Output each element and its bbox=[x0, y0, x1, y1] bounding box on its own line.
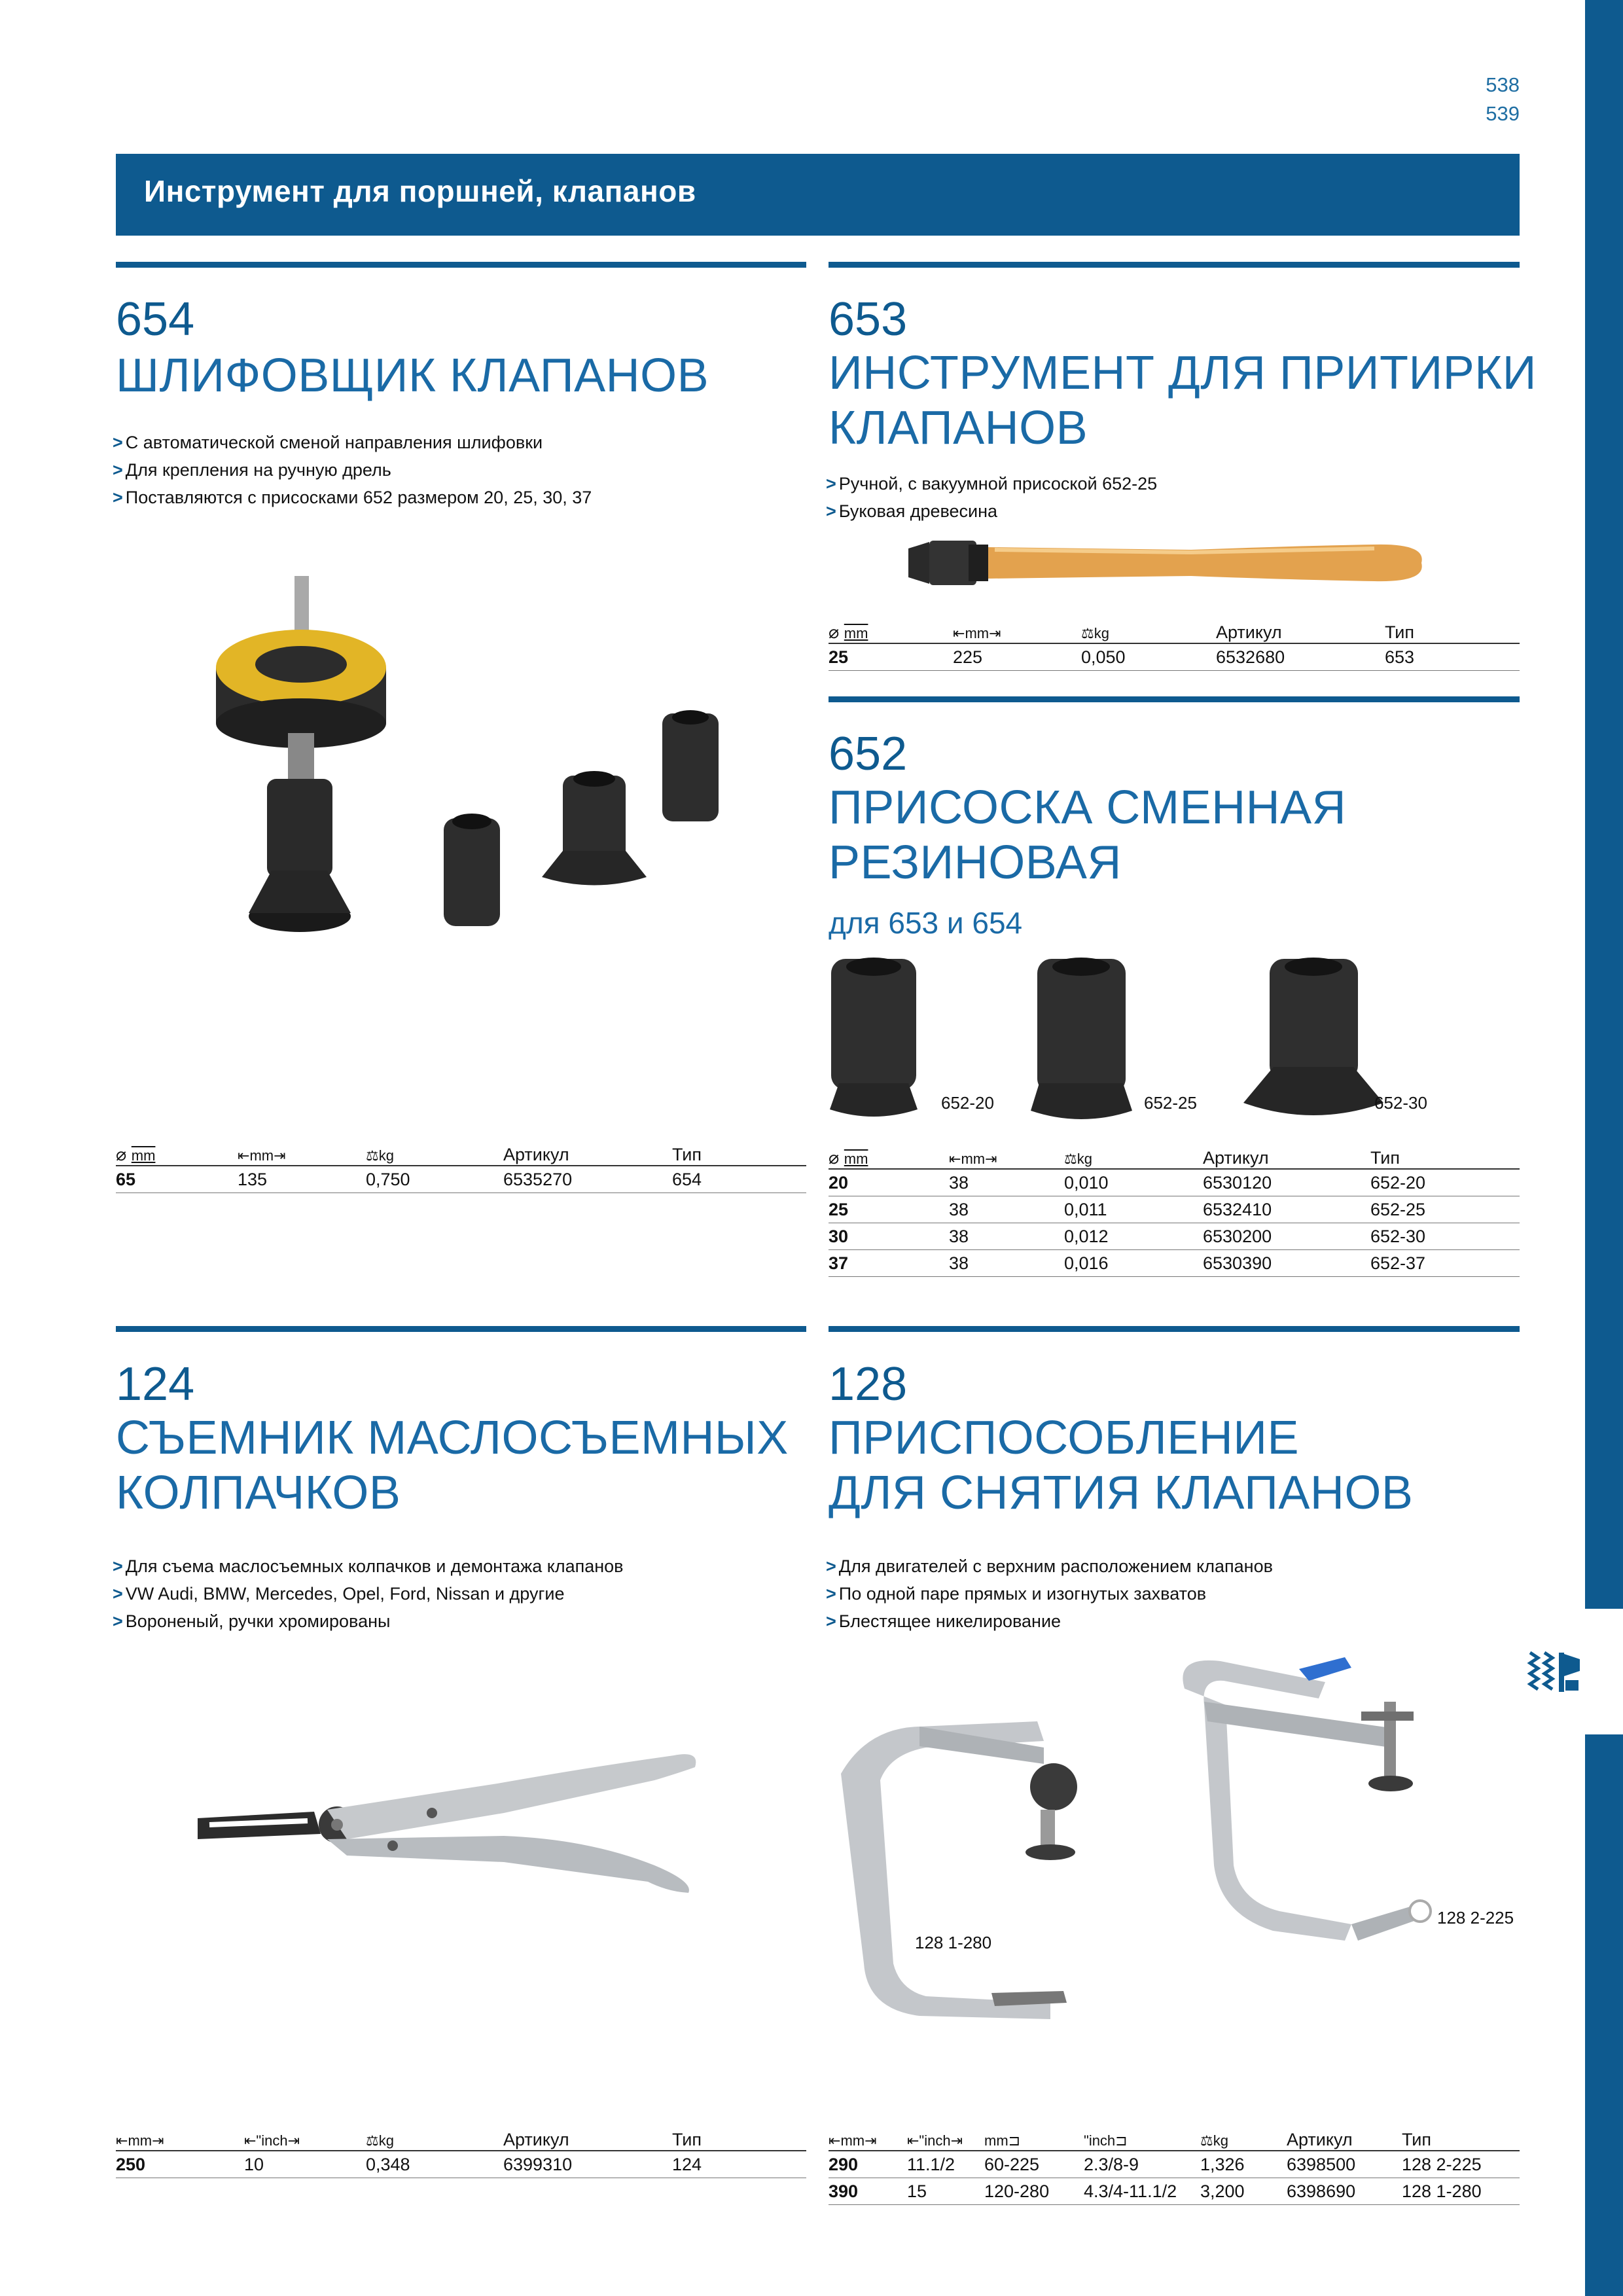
feature-item: > VW Audi, BMW, Mercedes, Opel, Ford, Nissan и другие bbox=[113, 1584, 565, 1604]
table-row bbox=[829, 1196, 1520, 1223]
length-mm-icon: ⇤ bbox=[829, 2132, 841, 2149]
table-header-row bbox=[116, 1139, 806, 1166]
table-cell: 0,016 bbox=[1064, 1250, 1203, 1277]
table-cell: 6530390 bbox=[1203, 1250, 1370, 1277]
product-title: СЪЕМНИК МАСЛОСЪЕМНЫХ КОЛПАЧКОВ bbox=[116, 1412, 789, 1519]
table-header-row bbox=[829, 1142, 1520, 1169]
column-header: ⇤mm⇥ bbox=[116, 2124, 244, 2151]
table-row bbox=[829, 1223, 1520, 1250]
feature-item: > По одной паре прямых и изогнутых захватов bbox=[826, 1584, 1207, 1604]
column-header: ⚖kg bbox=[366, 2124, 503, 2151]
column-header: Тип bbox=[1402, 2124, 1520, 2151]
section-header-title: Инструмент для поршней, клапанов bbox=[144, 174, 696, 208]
table-row bbox=[829, 643, 1520, 671]
table-cell: 128 2-225 bbox=[1402, 2151, 1520, 2178]
chevron-right-icon: > bbox=[826, 1584, 836, 1604]
chevron-right-icon: > bbox=[826, 501, 836, 521]
feature-item: > Для крепления на ручную дрель bbox=[113, 460, 391, 480]
table-cell: 128 1-280 bbox=[1402, 2178, 1520, 2205]
column-header: ⇤mm⇥ bbox=[953, 617, 1081, 643]
suction-cups-image bbox=[825, 952, 1453, 1129]
table-cell: 6398690 bbox=[1287, 2178, 1402, 2205]
length-inch-icon: ⇤" bbox=[244, 2132, 262, 2149]
valve-spring-compressor-image bbox=[828, 1649, 1522, 2029]
feature-item: > Блестящее никелирование bbox=[826, 1611, 1061, 1631]
table-cell: 290 bbox=[829, 2151, 907, 2178]
column-header: ⌀ mm bbox=[829, 617, 953, 643]
column-header: Тип bbox=[1370, 1142, 1520, 1169]
diameter-mm-icon: ⌀ bbox=[829, 622, 844, 642]
feature-item: > Для съема маслосъемных колпачков и демонтажа клапанов bbox=[113, 1556, 624, 1576]
length-mm-icon: ⇤ bbox=[949, 1151, 961, 1167]
product-number: 128 bbox=[829, 1358, 908, 1410]
valve-grinder-image bbox=[196, 563, 746, 936]
product-subtitle: для 653 и 654 bbox=[829, 906, 1023, 940]
feature-list bbox=[113, 429, 592, 511]
feature-item: > С автоматической сменой направления шлифовки bbox=[113, 433, 543, 452]
table-header-row bbox=[116, 2124, 806, 2151]
table-cell: 0,010 bbox=[1064, 1169, 1203, 1196]
table-cell: 135 bbox=[238, 1166, 366, 1193]
spec-table bbox=[829, 2124, 1520, 2205]
spec-table bbox=[829, 617, 1520, 671]
weight-kg-icon: ⚖ bbox=[1064, 1151, 1077, 1167]
table-cell: 60-225 bbox=[984, 2151, 1084, 2178]
spec-table bbox=[116, 1139, 806, 1193]
jaw-range-inch-icon: ⊐ bbox=[1115, 2132, 1128, 2149]
product-title: ШЛИФОВЩИК КЛАПАНОВ bbox=[116, 350, 709, 402]
page-number-left: 538 bbox=[1486, 73, 1520, 96]
table-cell: 38 bbox=[949, 1223, 1064, 1250]
column-header: Артикул bbox=[1287, 2124, 1402, 2151]
feature-list bbox=[113, 1552, 624, 1635]
chevron-right-icon: > bbox=[113, 1611, 123, 1631]
table-cell: 25 bbox=[829, 643, 953, 671]
table-cell: 0,348 bbox=[366, 2151, 503, 2178]
column-header: ⇤mm⇥ bbox=[949, 1142, 1064, 1169]
column-header: Артикул bbox=[1216, 617, 1385, 643]
table-cell: 390 bbox=[829, 2178, 907, 2205]
table-cell: 653 bbox=[1385, 643, 1520, 671]
feature-item: > Поставляются с присосками 652 размером 20, 25, 30, 37 bbox=[113, 488, 592, 507]
product-title: ПРИСПОСОБЛЕНИЕ ДЛЯ СНЯТИЯ КЛАПАНОВ bbox=[829, 1412, 1414, 1519]
table-cell: 225 bbox=[953, 643, 1081, 671]
table-cell: 2.3/8-9 bbox=[1084, 2151, 1200, 2178]
column-header: Тип bbox=[672, 2124, 806, 2151]
column-header: ⚖kg bbox=[1064, 1142, 1203, 1169]
feature-list bbox=[826, 470, 1157, 525]
weight-kg-icon: ⚖ bbox=[366, 1147, 379, 1164]
feature-item: > Вороненый, ручки хромированы bbox=[113, 1611, 391, 1631]
page-number-right: 539 bbox=[1486, 102, 1520, 125]
column-header: Тип bbox=[672, 1139, 806, 1166]
table-cell: 30 bbox=[829, 1223, 949, 1250]
table-cell: 0,012 bbox=[1064, 1223, 1203, 1250]
table-cell: 15 bbox=[907, 2178, 984, 2205]
product-title: ИНСТРУМЕНТ ДЛЯ ПРИТИРКИ КЛАПАНОВ bbox=[829, 347, 1537, 454]
table-cell: 0,750 bbox=[366, 1166, 503, 1193]
chevron-right-icon: > bbox=[113, 460, 123, 480]
column-header: Тип bbox=[1385, 617, 1520, 643]
table-cell: 6399310 bbox=[503, 2151, 672, 2178]
table-row bbox=[829, 1250, 1520, 1277]
table-cell: 120-280 bbox=[984, 2178, 1084, 2205]
image-label: 652-20 bbox=[941, 1093, 994, 1113]
column-header: "inch⊐ bbox=[1084, 2124, 1200, 2151]
length-inch-icon: ⇤" bbox=[907, 2132, 925, 2149]
chevron-right-icon: > bbox=[826, 1611, 836, 1631]
column-header: ⌀ mm bbox=[116, 1139, 238, 1166]
weight-kg-icon: ⚖ bbox=[366, 2132, 379, 2149]
table-cell: 65 bbox=[116, 1166, 238, 1193]
table-cell: 38 bbox=[949, 1196, 1064, 1223]
chevron-right-icon: > bbox=[113, 488, 123, 507]
table-cell: 38 bbox=[949, 1250, 1064, 1277]
section-rule bbox=[829, 262, 1520, 268]
table-cell: 652-20 bbox=[1370, 1169, 1520, 1196]
table-row bbox=[116, 1166, 806, 1193]
column-header: mm⊐ bbox=[984, 2124, 1084, 2151]
spec-table bbox=[829, 1142, 1520, 1277]
product-number: 652 bbox=[829, 728, 908, 780]
table-cell: 6535270 bbox=[503, 1166, 672, 1193]
table-cell: 4.3/4-11.1/2 bbox=[1084, 2178, 1200, 2205]
chevron-right-icon: > bbox=[826, 1556, 836, 1576]
section-rule bbox=[829, 696, 1520, 702]
table-cell: 20 bbox=[829, 1169, 949, 1196]
chevron-right-icon: > bbox=[826, 474, 836, 493]
spec-table bbox=[116, 2124, 806, 2178]
column-header: ⇤"inch⇥ bbox=[244, 2124, 366, 2151]
product-number: 653 bbox=[829, 293, 908, 346]
table-row bbox=[829, 2178, 1520, 2205]
jaw-range-mm-icon: ⊐ bbox=[1008, 2132, 1021, 2149]
lapping-tool-image bbox=[903, 530, 1427, 596]
table-cell: 652-37 bbox=[1370, 1250, 1520, 1277]
image-label: 652-30 bbox=[1374, 1093, 1427, 1113]
length-mm-icon: ⇤ bbox=[238, 1147, 250, 1164]
column-header: ⚖kg bbox=[1081, 617, 1216, 643]
page-numbers bbox=[1486, 71, 1520, 128]
product-number: 654 bbox=[116, 293, 195, 346]
image-label: 652-25 bbox=[1144, 1093, 1197, 1113]
table-cell: 124 bbox=[672, 2151, 806, 2178]
table-cell: 0,011 bbox=[1064, 1196, 1203, 1223]
table-cell: 38 bbox=[949, 1169, 1064, 1196]
section-rule bbox=[116, 1326, 806, 1332]
valve-spring-tab-icon[interactable] bbox=[1525, 1640, 1584, 1705]
table-row bbox=[829, 2151, 1520, 2178]
column-header: Артикул bbox=[503, 2124, 672, 2151]
table-cell: 3,200 bbox=[1200, 2178, 1287, 2205]
column-header: Артикул bbox=[1203, 1142, 1370, 1169]
stem-seal-pliers-image bbox=[196, 1748, 707, 1898]
product-number: 124 bbox=[116, 1358, 195, 1410]
column-header: ⇤"inch⇥ bbox=[907, 2124, 984, 2151]
table-cell: 6398500 bbox=[1287, 2151, 1402, 2178]
chevron-right-icon: > bbox=[113, 1556, 123, 1576]
table-row bbox=[116, 2151, 806, 2178]
feature-item: > Ручной, с вакуумной присоской 652-25 bbox=[826, 474, 1158, 493]
table-cell: 652-25 bbox=[1370, 1196, 1520, 1223]
image-label: 128 1-280 bbox=[915, 1933, 992, 1952]
table-cell: 25 bbox=[829, 1196, 949, 1223]
image-label: 128 2-225 bbox=[1437, 1908, 1514, 1928]
chevron-right-icon: > bbox=[113, 433, 123, 452]
feature-list bbox=[826, 1552, 1273, 1635]
column-header: ⇤mm⇥ bbox=[238, 1139, 366, 1166]
table-cell: 6530200 bbox=[1203, 1223, 1370, 1250]
table-cell: 250 bbox=[116, 2151, 244, 2178]
column-header: ⚖kg bbox=[366, 1139, 503, 1166]
table-cell: 6532410 bbox=[1203, 1196, 1370, 1223]
section-rule bbox=[829, 1326, 1520, 1332]
table-cell: 1,326 bbox=[1200, 2151, 1287, 2178]
table-cell: 6530120 bbox=[1203, 1169, 1370, 1196]
table-cell: 654 bbox=[672, 1166, 806, 1193]
table-header-row bbox=[829, 2124, 1520, 2151]
table-header-row bbox=[829, 617, 1520, 643]
table-cell: 652-30 bbox=[1370, 1223, 1520, 1250]
diameter-mm-icon: ⌀ bbox=[829, 1148, 844, 1168]
edge-stripe bbox=[1585, 0, 1623, 1609]
product-title: ПРИСОСКА СМЕННАЯ РЕЗИНОВАЯ bbox=[829, 781, 1347, 889]
length-mm-icon: ⇤ bbox=[116, 2132, 128, 2149]
feature-item: > Для двигателей с верхним расположением клапанов bbox=[826, 1556, 1273, 1576]
table-cell: 11.1/2 bbox=[907, 2151, 984, 2178]
length-mm-icon: ⇤ bbox=[953, 625, 965, 641]
diameter-mm-icon: ⌀ bbox=[116, 1145, 132, 1164]
column-header: ⇤mm⇥ bbox=[829, 2124, 907, 2151]
feature-item: > Буковая древесина bbox=[826, 501, 998, 521]
table-cell: 10 bbox=[244, 2151, 366, 2178]
table-cell: 0,050 bbox=[1081, 643, 1216, 671]
weight-kg-icon: ⚖ bbox=[1200, 2132, 1213, 2149]
chevron-right-icon: > bbox=[113, 1584, 123, 1604]
table-cell: 37 bbox=[829, 1250, 949, 1277]
column-header: ⚖kg bbox=[1200, 2124, 1287, 2151]
column-header: Артикул bbox=[503, 1139, 672, 1166]
column-header: ⌀ mm bbox=[829, 1142, 949, 1169]
table-cell: 6532680 bbox=[1216, 643, 1385, 671]
edge-stripe bbox=[1585, 1734, 1623, 2296]
table-row bbox=[829, 1169, 1520, 1196]
section-rule bbox=[116, 262, 806, 268]
weight-kg-icon: ⚖ bbox=[1081, 625, 1094, 641]
